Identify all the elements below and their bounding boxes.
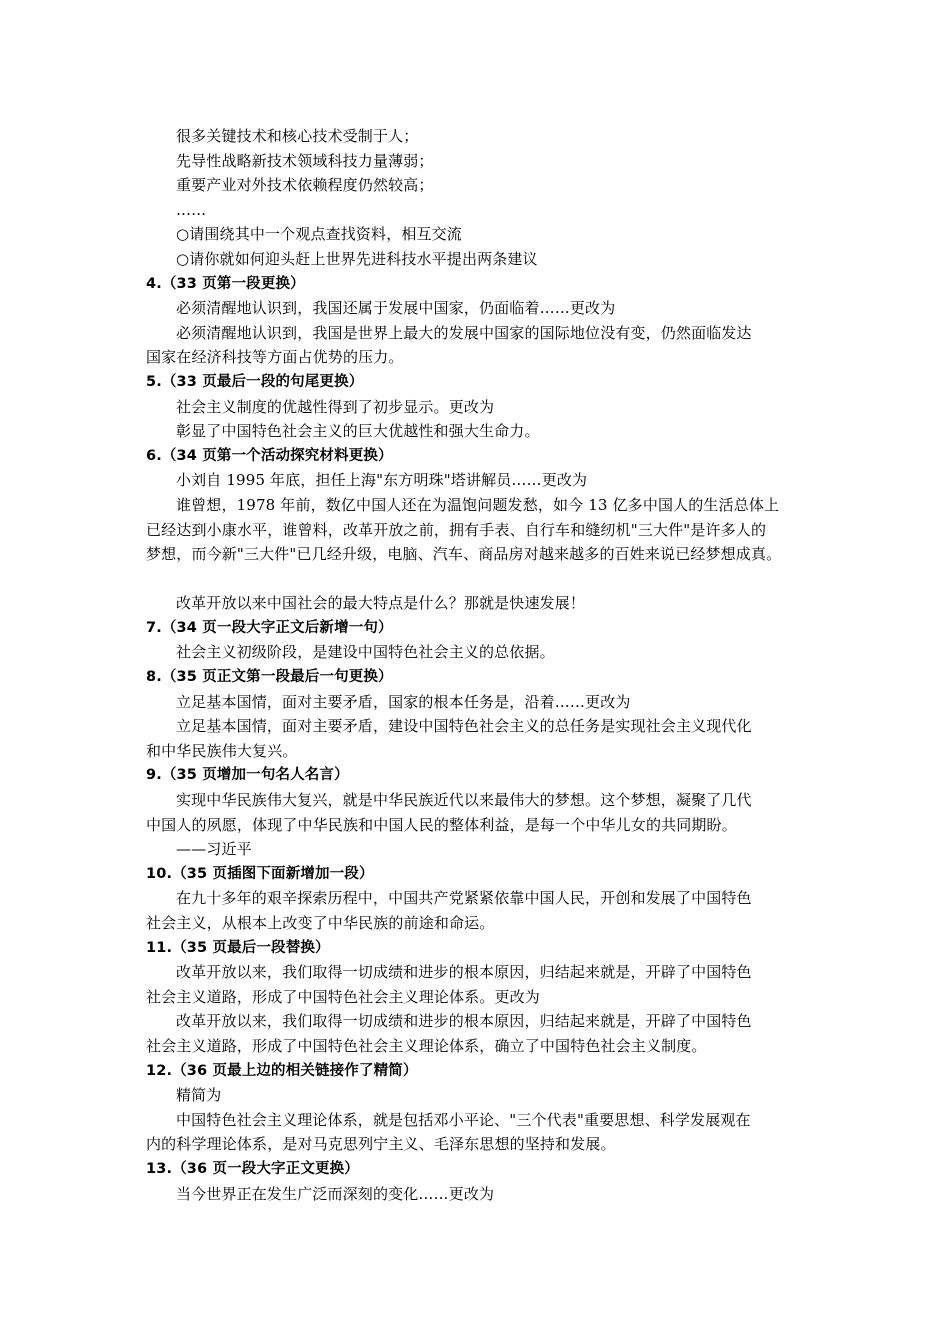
revision-section	[146, 665, 810, 763]
body-line: 梦想，而今新"三大件"已几经升级，电脑、汽车、商品房对越来越多的百姓来说已经梦想成真。	[146, 545, 782, 564]
body-line: 社会主义道路，形成了中国特色社会主义理论体系。更改为	[146, 987, 540, 1006]
body-line: 小刘自 1995 年底，担任上海"东方明珠"塔讲解员……更改为	[176, 471, 588, 490]
body-line: 内的科学理论体系，是对马克思列宁主义、毛泽东思想的坚持和发展。	[146, 1135, 616, 1154]
body-line: ——习近平	[176, 840, 252, 859]
body-line: 中国特色社会主义理论体系，就是包括邓小平论、"三个代表"重要思想、科学发展观在	[176, 1110, 751, 1129]
revision-section	[146, 370, 810, 444]
body-line: 和中华民族伟大复兴。	[146, 741, 298, 760]
body-line: 改革开放以来，我们取得一切成绩和进步的根本原因，归结起来就是，开辟了中国特色	[176, 963, 752, 982]
section-heading: 11.（35 页最后一段替换）	[146, 939, 330, 956]
section-heading: 13.（36 页一段大字正文更换）	[146, 1160, 359, 1177]
intro-line: 先导性战略新技术领域科技力量薄弱；	[176, 151, 434, 170]
body-line: 谁曾想，1978 年前，数亿中国人还在为温饱问题发愁，如今 13 亿多中国人的生活总体上	[176, 495, 780, 514]
body-line: 精简为	[176, 1086, 222, 1105]
section-heading: 12.（36 页最上边的相关链接作了精简）	[146, 1062, 418, 1079]
body-line: 彰显了中国特色社会主义的巨大优越性和强大生命力。	[176, 422, 540, 441]
body-line: 立足基本国情，面对主要矛盾，建设中国特色社会主义的总任务是实现社会主义现代化	[176, 717, 752, 736]
revision-section	[146, 616, 810, 665]
blank-line	[146, 567, 810, 592]
revision-section	[146, 763, 810, 861]
revision-section	[146, 272, 810, 370]
intro-line: 很多关键技术和核心技术受制于人；	[176, 127, 419, 145]
document-page	[146, 124, 810, 1206]
section-heading: 4.（33 页第一段更换）	[146, 275, 305, 292]
section-heading: 8.（35 页正文第一段最后一句更换）	[146, 669, 393, 686]
section-heading: 5.（33 页最后一段的句尾更换）	[146, 373, 364, 390]
intro-line: ○请围绕其中一个观点查找资料，相互交流	[176, 225, 462, 244]
intro-line: ……	[176, 200, 207, 219]
intro-block	[146, 124, 810, 272]
body-line: 社会主义道路，形成了中国特色社会主义理论体系，确立了中国特色社会主义制度。	[146, 1036, 707, 1055]
body-line: 改革开放以来中国社会的最大特点是什么？那就是快速发展！	[176, 594, 586, 613]
section-heading: 9.（35 页增加一句名人名言）	[146, 767, 349, 784]
body-line: 社会主义初级阶段，是建设中国特色社会主义的总依据。	[176, 643, 555, 662]
body-line: 在九十多年的艰辛探索历程中，中国共产党紧紧依靠中国人民，开创和发展了中国特色	[176, 889, 752, 908]
body-line: 社会主义，从根本上改变了中华民族的前途和命运。	[146, 914, 495, 932]
revision-section	[146, 1059, 810, 1157]
body-line: 立足基本国情，面对主要矛盾，国家的根本任务是，沿着……更改为	[176, 692, 631, 711]
body-line: 中国人的夙愿，体现了中华民族和中国人民的整体利益，是每一个中华儿女的共同期盼。	[146, 815, 737, 834]
body-line: 已经达到小康水平，谁曾料，改革开放之前，拥有手表、自行车和缝纫机"三大件"是许多人的	[146, 520, 767, 539]
body-line: 社会主义制度的优越性得到了初步显示。更改为	[176, 397, 495, 416]
intro-line: 重要产业对外技术依赖程度仍然较高；	[176, 176, 434, 195]
section-heading: 7.（34 页一段大字正文后新增一句）	[146, 619, 393, 636]
body-line: 必须清醒地认识到，我国还属于发展中国家，仍面临着……更改为	[176, 299, 616, 318]
body-line: 当今世界正在发生广泛而深刻的变化……更改为	[176, 1184, 495, 1203]
intro-line: ○请你就如何迎头赶上世界先进科技水平提出两条建议	[176, 249, 538, 268]
body-line: 改革开放以来，我们取得一切成绩和进步的根本原因，归结起来就是，开辟了中国特色	[176, 1012, 752, 1031]
section-heading: 10.（35 页插图下面新增加一段）	[146, 865, 374, 882]
body-line: 必须清醒地认识到，我国是世界上最大的发展中国家的国际地位没有变，仍然面临发达	[176, 323, 752, 342]
revision-section	[146, 862, 810, 936]
revision-section	[146, 444, 810, 616]
sections-block	[146, 272, 810, 1207]
revision-section	[146, 936, 810, 1059]
revision-section	[146, 1157, 810, 1206]
section-heading: 6.（34 页第一个活动探究材料更换）	[146, 447, 393, 464]
body-line: 国家在经济科技等方面占优势的压力。	[146, 348, 404, 367]
body-line: 实现中华民族伟大复兴，就是中华民族近代以来最伟大的梦想。这个梦想，凝聚了几代	[176, 791, 752, 810]
